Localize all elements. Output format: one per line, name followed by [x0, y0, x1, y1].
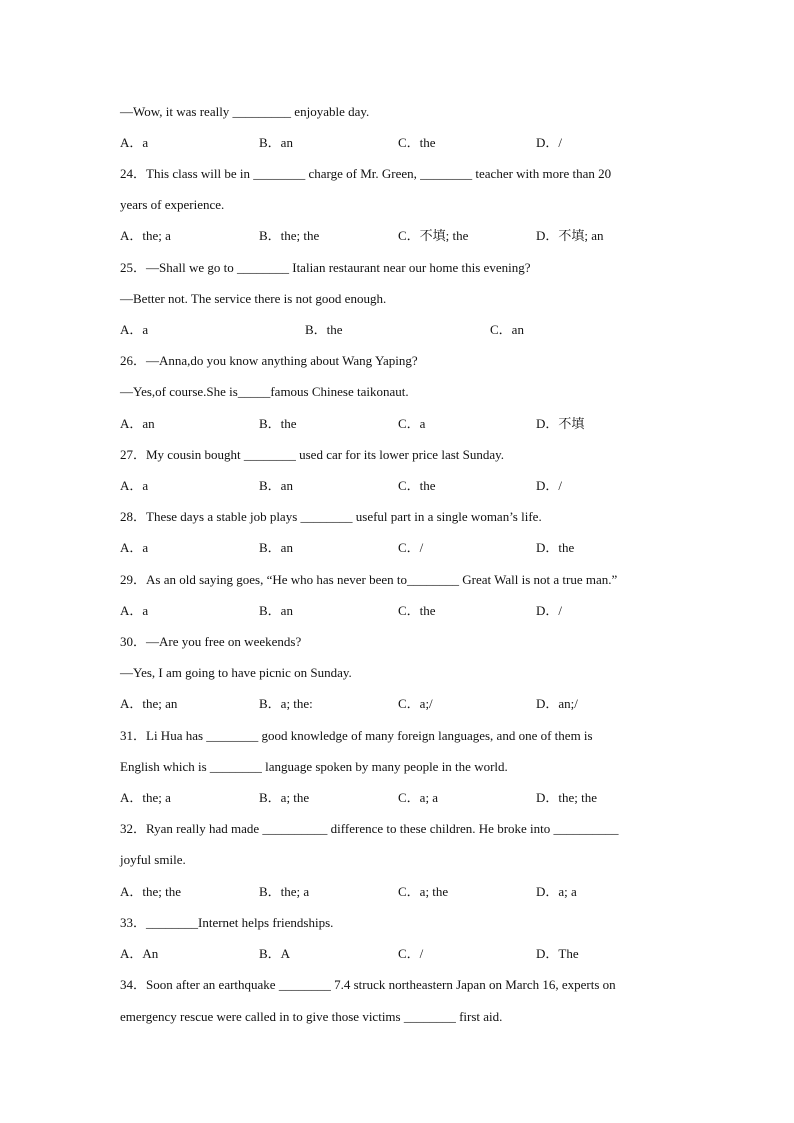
- q31-option-c: C．a; a: [398, 790, 439, 805]
- q25-stem: 25．—Shall we go to ________ Italian restaurant near our home this evening?: [120, 260, 531, 275]
- q33-options: [120, 946, 680, 962]
- q32-stem-line1: 32．Ryan really had made __________ difference to these children. He broke into __________: [120, 821, 619, 836]
- q33-option-b: B．A: [259, 946, 291, 961]
- q26-reply: —Yes,of course.She is_____famous Chinese taikonaut.: [120, 384, 409, 399]
- q31-option-d: D．the; the: [536, 790, 598, 805]
- q23-options: [120, 135, 680, 151]
- q31-option-a: A．the; a: [120, 790, 171, 805]
- q25-option-a: A．a: [120, 322, 149, 337]
- q27-option-d: D．/: [536, 478, 563, 493]
- q28-option-a: A．a: [120, 540, 149, 555]
- q30-option-d: D．an;/: [536, 696, 578, 711]
- q24-stem-line1: 24．This class will be in ________ charge of Mr. Green, ________ teacher with more than 20: [120, 166, 612, 181]
- q29-option-d: D．/: [536, 603, 563, 618]
- q27-stem: 27．My cousin bought ________ used car for its lower price last Sunday.: [120, 447, 505, 462]
- q30-reply: —Yes, I am going to have picnic on Sunday.: [120, 665, 352, 680]
- q30-stem: 30．—Are you free on weekends?: [120, 634, 302, 649]
- q30-option-a: A．the; an: [120, 696, 178, 711]
- q23-option-c: C．the: [398, 135, 436, 150]
- q30-option-b: B．a; the:: [259, 696, 313, 711]
- q32-stem-line2: joyful smile.: [120, 852, 186, 867]
- q25-options: [120, 322, 680, 338]
- q32-option-d: D．a; a: [536, 884, 577, 899]
- q34-stem-line1: 34．Soon after an earthquake ________ 7.4 struck northeastern Japan on March 16, experts on: [120, 977, 616, 992]
- q27-option-a: A．a: [120, 478, 149, 493]
- q26-option-c: C．a: [398, 416, 426, 431]
- q33-option-c: C．/: [398, 946, 424, 961]
- q28-option-d: D．the: [536, 540, 575, 555]
- q27-option-b: B．an: [259, 478, 293, 493]
- q26-stem: 26．—Anna,do you know anything about Wang Yaping?: [120, 353, 418, 368]
- q23-dialogue-line: —Wow, it was really _________ enjoyable day.: [120, 104, 370, 119]
- q32-option-b: B．the; a: [259, 884, 310, 899]
- q24-stem-line2: years of experience.: [120, 197, 225, 212]
- q23-option-a: A．a: [120, 135, 149, 150]
- q24-option-d: D．不填; an: [536, 228, 604, 243]
- q23-option-d: D．/: [536, 135, 563, 150]
- q30-option-c: C．a;/: [398, 696, 433, 711]
- q34-stem-line2: emergency rescue were called in to give those victims ________ first aid.: [120, 1009, 503, 1024]
- q33-option-a: A．An: [120, 946, 159, 961]
- q26-option-d: D．不填: [536, 416, 585, 431]
- q26-option-a: A．an: [120, 416, 155, 431]
- q31-stem-line2: English which is ________ language spoken by many people in the world.: [120, 759, 508, 774]
- q29-option-a: A．a: [120, 603, 149, 618]
- q24-option-b: B．the; the: [259, 228, 320, 243]
- q30-options: [120, 696, 680, 712]
- q32-option-a: A．the; the: [120, 884, 182, 899]
- q28-option-b: B．an: [259, 540, 293, 555]
- q32-options: [120, 884, 680, 900]
- q25-reply: —Better not. The service there is not good enough.: [120, 291, 387, 306]
- q24-options: [120, 228, 680, 244]
- q28-option-c: C．/: [398, 540, 424, 555]
- q28-options: [120, 540, 680, 556]
- q29-options: [120, 603, 680, 619]
- q33-stem: 33．________Internet helps friendships.: [120, 915, 334, 930]
- q23-option-b: B．an: [259, 135, 293, 150]
- q31-stem-line1: 31．Li Hua has ________ good knowledge of many foreign languages, and one of them is: [120, 728, 593, 743]
- q27-option-c: C．the: [398, 478, 436, 493]
- q31-options: [120, 790, 680, 806]
- q27-options: [120, 478, 680, 494]
- q24-option-a: A．the; a: [120, 228, 171, 243]
- q33-option-d: D．The: [536, 946, 579, 961]
- q28-stem: 28．These days a stable job plays ________ useful part in a single woman’s life.: [120, 509, 542, 524]
- q31-option-b: B．a; the: [259, 790, 310, 805]
- q29-option-b: B．an: [259, 603, 293, 618]
- q24-option-c: C．不填; the: [398, 228, 469, 243]
- q26-options: [120, 416, 680, 432]
- q29-option-c: C．the: [398, 603, 436, 618]
- q32-option-c: C．a; the: [398, 884, 449, 899]
- q25-option-b: B．the: [305, 322, 343, 337]
- q25-option-c: C．an: [490, 322, 524, 337]
- q26-option-b: B．the: [259, 416, 297, 431]
- q29-stem: 29．As an old saying goes, “He who has never been to________ Great Wall is not a true man.”: [120, 572, 618, 587]
